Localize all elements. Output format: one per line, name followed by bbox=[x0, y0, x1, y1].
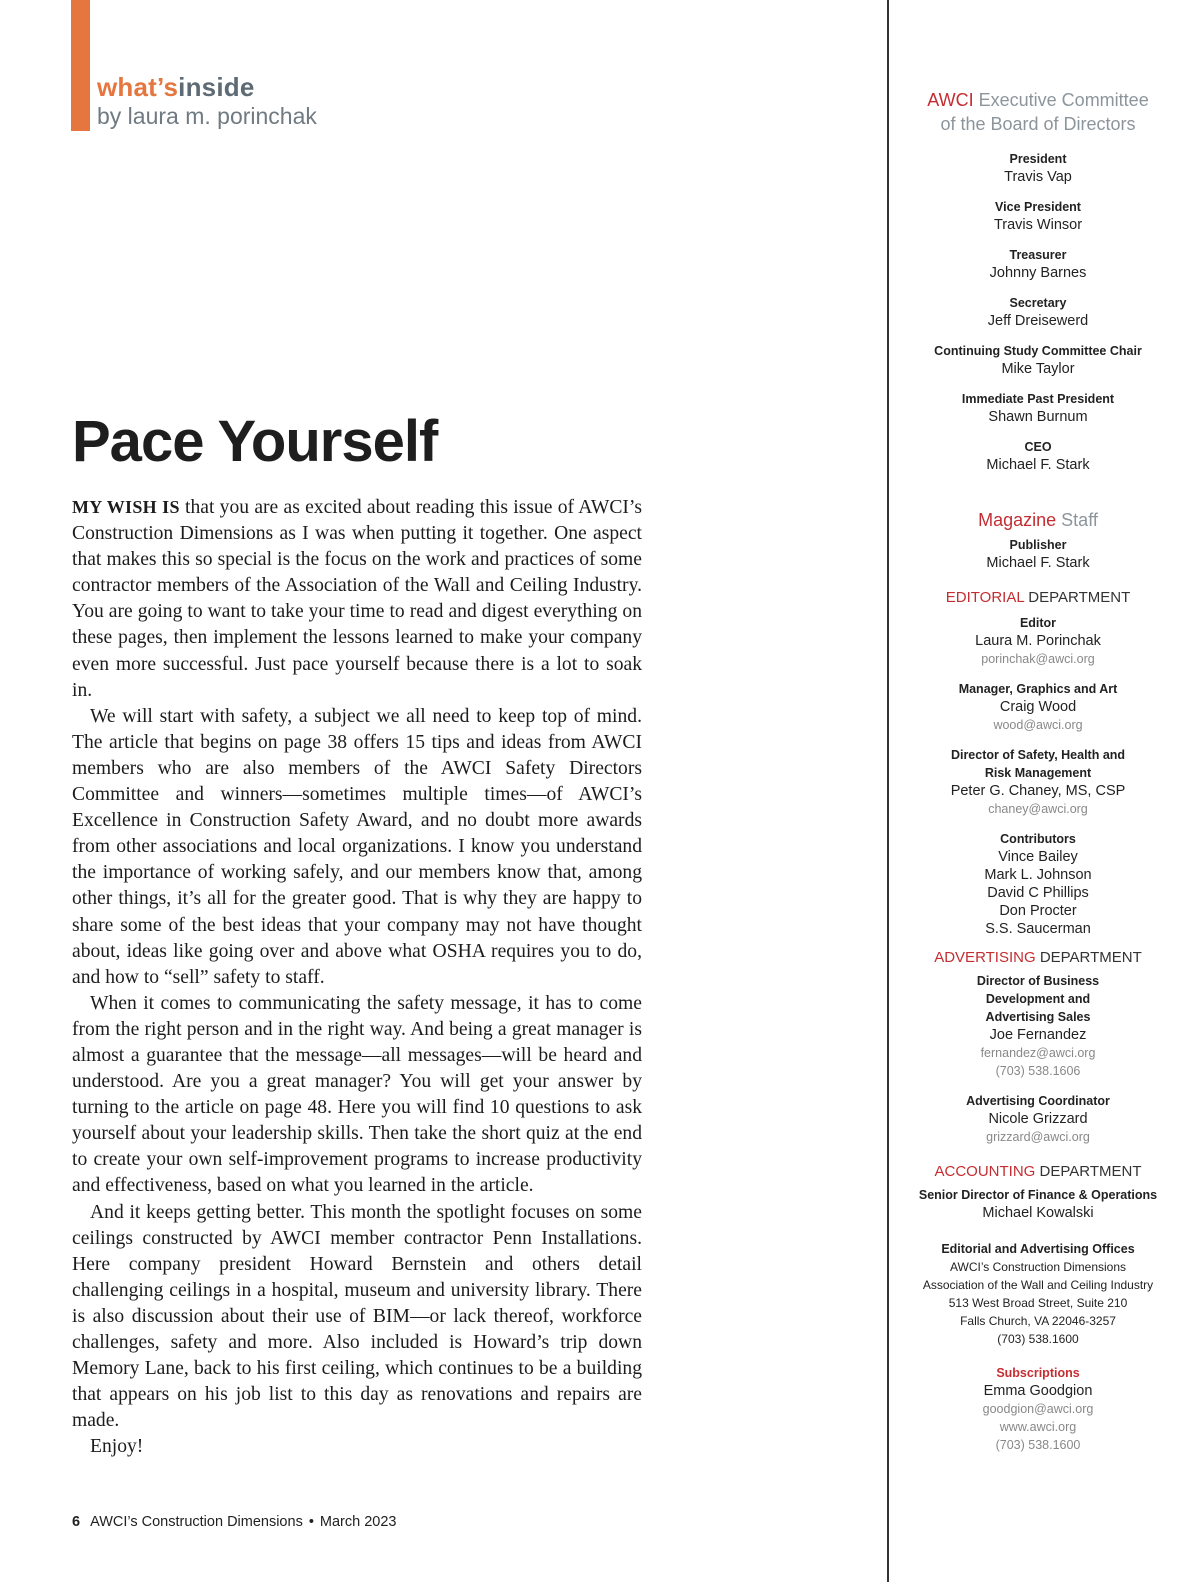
offices-block: Editorial and Advertising Offices AWCI’s Construction Dimensions Association of the Wall and Ceiling Industry 513 West Broad Street, Suite 210 Falls Church, VA 22046-3257 (703) 538.1600 bbox=[902, 1240, 1174, 1348]
contributor-name: David C Phillips bbox=[987, 885, 1089, 901]
officer-name: Johnny Barnes bbox=[989, 265, 1087, 281]
masthead bbox=[902, 88, 1174, 1454]
office-address-line: (703) 538.1600 bbox=[997, 1332, 1079, 1346]
footer-separator: • bbox=[308, 1514, 314, 1530]
contributor-name: Vince Bailey bbox=[998, 849, 1078, 865]
officer-entry bbox=[902, 150, 1174, 186]
ad-director-email[interactable]: fernandez@awci.org bbox=[980, 1046, 1096, 1060]
column-title: what’sinside bbox=[97, 72, 255, 102]
editorial-department-heading: EDITORIAL DEPARTMENT bbox=[945, 589, 1131, 606]
lead-in: MY WISH IS bbox=[72, 497, 180, 517]
officer-role: Treasurer bbox=[1009, 248, 1067, 262]
officer-entry bbox=[902, 198, 1174, 234]
officer-name: Travis Vap bbox=[1004, 169, 1072, 185]
page-footer bbox=[72, 1512, 396, 1532]
officer-name: Mike Taylor bbox=[1001, 361, 1075, 377]
office-address-line: Association of the Wall and Ceiling Industry bbox=[922, 1278, 1154, 1292]
column-header bbox=[97, 72, 317, 130]
officer-name: Shawn Burnum bbox=[988, 409, 1088, 425]
subscriptions-phone: (703) 538.1600 bbox=[995, 1438, 1081, 1452]
publication-name: AWCI’s Construction Dimensions bbox=[90, 1514, 303, 1530]
officer-name: Travis Winsor bbox=[993, 217, 1083, 233]
safety-block: Director of Safety, Health and Risk Management Peter G. Chaney, MS, CSP chaney@awci.org bbox=[902, 746, 1174, 818]
office-address-line: 513 West Broad Street, Suite 210 bbox=[948, 1296, 1128, 1310]
officer-role: CEO bbox=[1024, 440, 1052, 454]
officer-name: Jeff Dreisewerd bbox=[987, 313, 1089, 329]
byline: by laura m. porinchak bbox=[97, 103, 317, 129]
contributors-block: Contributors Vince Bailey Mark L. Johnson David C Phillips Don Procter S.S. Saucerman bbox=[902, 830, 1174, 938]
contributor-name: S.S. Saucerman bbox=[985, 921, 1091, 937]
officer-entry bbox=[902, 342, 1174, 378]
officer-role: Continuing Study Committee Chair bbox=[934, 344, 1142, 358]
article-paragraph: When it comes to communicating the safety message, it has to come from the right person and in the right way. And being a great manager is almost a guarantee that the message—all messages—will be heard and understood. Are you a great manager? You will get your answer by turning to the article on page 48. Here you will find 10 questions to ask yourself about your leadership skills. Then take the short quiz at the end to create your own self-improvement programs to increase productivity and effectiveness, based on what you learned in the article. bbox=[72, 992, 642, 1197]
committee-heading: AWCI Executive Committee of the Board of Directors bbox=[927, 90, 1149, 134]
offices-address bbox=[902, 1258, 1174, 1348]
issue-date: March 2023 bbox=[319, 1514, 397, 1530]
officer-role: President bbox=[1009, 152, 1067, 166]
editor-block: Editor Laura M. Porinchak porinchak@awci.org bbox=[902, 614, 1174, 668]
article-paragraph: We will start with safety, a subject we all need to keep top of mind. The article that begins on page 38 offers 15 tips and ideas from AWCI members who are also members of the AWCI Safety Directors Committee and winners—sometimes multiple times—of AWCI’s Excellence in Construction Safety Award, and no doubt more awards from other associations and local organizations. I know you understand the importance of working safely, and our members know that, among other things, it’s all for the greater good. That is why they are happy to share some of the best ideas that your company may not have thought about, ideas like going over and above what OSHA requires you to do, and how to “sell” safety to staff. bbox=[72, 705, 642, 988]
officer-entry bbox=[902, 294, 1174, 330]
officer-name: Michael F. Stark bbox=[986, 457, 1090, 473]
publisher-block: Publisher Michael F. Stark bbox=[986, 538, 1090, 571]
editor-email[interactable]: porinchak@awci.org bbox=[981, 652, 1095, 666]
ad-director-phone: (703) 538.1606 bbox=[995, 1064, 1081, 1078]
column-divider bbox=[887, 0, 889, 1582]
page-number: 6 bbox=[72, 1514, 81, 1530]
contributor-name: Mark L. Johnson bbox=[984, 867, 1092, 883]
article-title: Pace Yourself bbox=[72, 409, 438, 474]
contributors-list bbox=[902, 848, 1174, 938]
officer-entry bbox=[902, 438, 1174, 474]
ad-coordinator-email[interactable]: grizzard@awci.org bbox=[986, 1130, 1090, 1144]
office-address-line: AWCI’s Construction Dimensions bbox=[949, 1260, 1127, 1274]
office-address-line: Falls Church, VA 22046-3257 bbox=[960, 1314, 1116, 1328]
contributor-name: Don Procter bbox=[999, 903, 1077, 919]
website-link[interactable]: www.awci.org bbox=[999, 1420, 1077, 1434]
staff-heading: Magazine Staff bbox=[978, 510, 1098, 530]
graphics-block: Manager, Graphics and Art Craig Wood wood@awci.org bbox=[902, 680, 1174, 734]
subscriptions-block: Subscriptions Emma Goodgion goodgion@awci.org www.awci.org (703) 538.1600 bbox=[902, 1364, 1174, 1454]
advertising-department-heading: ADVERTISING DEPARTMENT bbox=[934, 949, 1142, 966]
accent-bar bbox=[71, 0, 90, 131]
ad-director-block: Director of Business Development and Advertising Sales Joe Fernandez fernandez@awci.org (703) 538.1606 bbox=[902, 972, 1174, 1080]
accounting-director-block: Senior Director of Finance & Operations Michael Kowalski bbox=[918, 1188, 1158, 1221]
officer-role: Immediate Past President bbox=[961, 392, 1115, 406]
accounting-department-heading: ACCOUNTING DEPARTMENT bbox=[934, 1163, 1142, 1180]
article-paragraph: MY WISH IS that you are as excited about reading this issue of AWCI’s Construction Dimensions as I was when putting it together. One aspect that makes this so special is the focus on the work and practices of some contractor members of the Association of the Wall and Ceiling Industry. You are going to want to take your time to read and digest everything on these pages, then implement the lessons learned to make your company even more successful. Just pace yourself because there is a lot to soak in. bbox=[72, 497, 642, 701]
subscriptions-email[interactable]: goodgion@awci.org bbox=[982, 1402, 1094, 1416]
article-paragraph: Enjoy! bbox=[90, 1436, 144, 1458]
officer-entry bbox=[902, 390, 1174, 426]
officer-role: Secretary bbox=[1009, 296, 1067, 310]
officers-list bbox=[902, 150, 1174, 474]
safety-email[interactable]: chaney@awci.org bbox=[988, 802, 1088, 816]
graphics-email[interactable]: wood@awci.org bbox=[993, 718, 1083, 732]
officer-entry bbox=[902, 246, 1174, 282]
article-body bbox=[72, 494, 642, 1460]
article-paragraph: And it keeps getting better. This month the spotlight focuses on some ceilings constructed by AWCI member contractor Penn Installations. Here company president Howard Bernstein and others detail challenging ceilings in a hospital, museum and university library. There is also discussion about their use of BIM—or lack thereof, workforce challenges, safety and more. Also included is Howard’s trip down Memory Lane, back to his first ceiling, which continues to be a building that appears on his job list to this day as renovations and repairs are made. bbox=[72, 1201, 642, 1432]
ad-coordinator-block: Advertising Coordinator Nicole Grizzard grizzard@awci.org bbox=[902, 1092, 1174, 1146]
officer-role: Vice President bbox=[995, 200, 1081, 214]
